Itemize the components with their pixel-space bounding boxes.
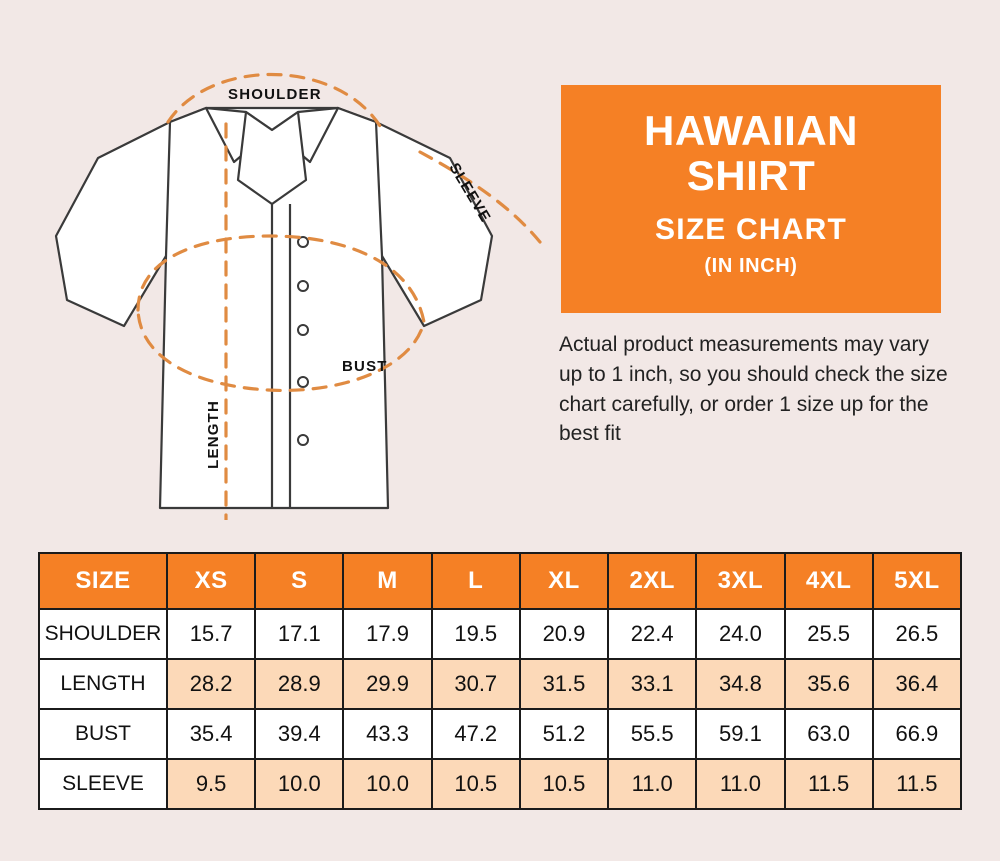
- header-xs: XS: [167, 553, 255, 609]
- table-header-row: [39, 553, 961, 609]
- cell-length-m: 29.9: [343, 659, 431, 709]
- header-5xl: 5XL: [873, 553, 961, 609]
- cell-length-s: 28.9: [255, 659, 343, 709]
- header-xl: XL: [520, 553, 608, 609]
- table-row: [39, 709, 961, 759]
- cell-length-l: 30.7: [432, 659, 520, 709]
- shirt-illustration: [20, 30, 550, 520]
- cell-shoulder-5xl: 26.5: [873, 609, 961, 659]
- size-chart-table: [38, 552, 962, 810]
- cell-shoulder-xl: 20.9: [520, 609, 608, 659]
- cell-length-3xl: 34.8: [696, 659, 784, 709]
- cell-bust-m: 43.3: [343, 709, 431, 759]
- label-shoulder: SHOULDER: [228, 86, 322, 103]
- cell-bust-2xl: 55.5: [608, 709, 696, 759]
- title-line-2: SHIRT: [686, 151, 816, 199]
- cell-shoulder-2xl: 22.4: [608, 609, 696, 659]
- cell-sleeve-s: 10.0: [255, 759, 343, 809]
- title-card: [561, 85, 941, 313]
- shirt-drawing: [20, 30, 550, 520]
- row-label-bust: BUST: [39, 709, 167, 759]
- title-line-1: HAWAIIAN: [644, 107, 858, 154]
- cell-length-4xl: 35.6: [785, 659, 873, 709]
- cell-sleeve-3xl: 11.0: [696, 759, 784, 809]
- title-unit: (IN INCH): [704, 254, 798, 277]
- cell-length-xs: 28.2: [167, 659, 255, 709]
- cell-sleeve-4xl: 11.5: [785, 759, 873, 809]
- button-4: [298, 377, 308, 387]
- cell-sleeve-5xl: 11.5: [873, 759, 961, 809]
- table-row: [39, 609, 961, 659]
- row-label-length: LENGTH: [39, 659, 167, 709]
- button-2: [298, 281, 308, 291]
- cell-shoulder-s: 17.1: [255, 609, 343, 659]
- row-label-sleeve: SLEEVE: [39, 759, 167, 809]
- button-5: [298, 435, 308, 445]
- cell-sleeve-xs: 9.5: [167, 759, 255, 809]
- cell-shoulder-4xl: 25.5: [785, 609, 873, 659]
- table-row: [39, 659, 961, 709]
- cell-bust-xl: 51.2: [520, 709, 608, 759]
- header-4xl: 4XL: [785, 553, 873, 609]
- table-row: [39, 759, 961, 809]
- title-subtitle: SIZE CHART: [655, 212, 847, 246]
- cell-shoulder-xs: 15.7: [167, 609, 255, 659]
- cell-shoulder-3xl: 24.0: [696, 609, 784, 659]
- cell-bust-l: 47.2: [432, 709, 520, 759]
- label-sleeve: SLEEVE: [445, 160, 495, 226]
- header-s: S: [255, 553, 343, 609]
- cell-bust-5xl: 66.9: [873, 709, 961, 759]
- cell-length-5xl: 36.4: [873, 659, 961, 709]
- header-size: SIZE: [39, 553, 167, 609]
- cell-length-2xl: 33.1: [608, 659, 696, 709]
- cell-bust-xs: 35.4: [167, 709, 255, 759]
- cell-sleeve-l: 10.5: [432, 759, 520, 809]
- header-3xl: 3XL: [696, 553, 784, 609]
- label-length: LENGTH: [205, 400, 222, 469]
- label-bust: BUST: [342, 358, 388, 375]
- cell-bust-3xl: 59.1: [696, 709, 784, 759]
- cell-sleeve-m: 10.0: [343, 759, 431, 809]
- cell-sleeve-2xl: 11.0: [608, 759, 696, 809]
- measurement-note: Actual product measurements may vary up to 1 inch, so you should check the size chart carefully, or order 1 size up for the best fit: [559, 333, 948, 446]
- cell-shoulder-l: 19.5: [432, 609, 520, 659]
- cell-length-xl: 31.5: [520, 659, 608, 709]
- cell-shoulder-m: 17.9: [343, 609, 431, 659]
- header-l: L: [432, 553, 520, 609]
- cell-sleeve-xl: 10.5: [520, 759, 608, 809]
- cell-bust-4xl: 63.0: [785, 709, 873, 759]
- button-3: [298, 325, 308, 335]
- cell-bust-s: 39.4: [255, 709, 343, 759]
- header-m: M: [343, 553, 431, 609]
- title-heading: [561, 109, 941, 199]
- row-label-shoulder: SHOULDER: [39, 609, 167, 659]
- header-2xl: 2XL: [608, 553, 696, 609]
